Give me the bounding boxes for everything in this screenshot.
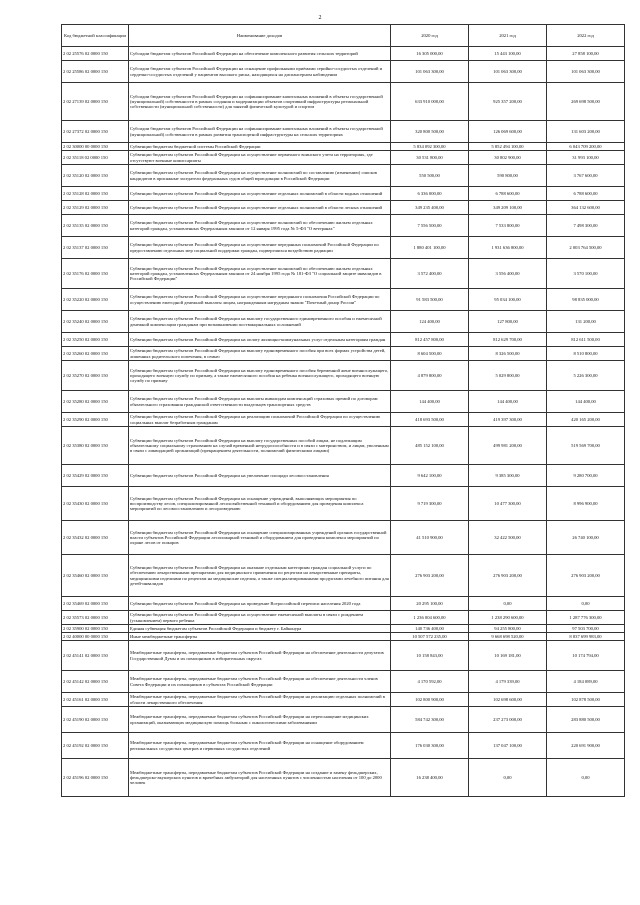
row-value-2020: 1 880 401 100,00	[391, 237, 469, 259]
row-code: 2 02 35240 02 0000 150	[62, 311, 129, 333]
row-value-2020: 550 500,00	[391, 165, 469, 187]
row-code: 2 02 35118 02 0000 150	[62, 151, 129, 165]
row-code: 2 02 45196 02 0000 150	[62, 759, 129, 797]
row-value-2021: 499 981 200,00	[469, 427, 547, 465]
table-row	[62, 289, 625, 311]
row-code: 2 02 30000 00 0000 150	[62, 143, 129, 151]
row-value-2022: 3 570 100,00	[547, 259, 625, 289]
row-name: Субвенции бюджетам субъектов Российской Федерации на реализацию полномочий Российской Федерации по осуществлению социальных выплат безработным гражданам	[129, 413, 391, 427]
row-name: Межбюджетные трансферты, передаваемые бюджетам субъектов Российской Федерации на оснащение оборудованием региональных сосудистых центров и первичных сосудистых отделений	[129, 733, 391, 759]
row-value-2022: 8 837 699 983,00	[547, 633, 625, 641]
row-value-2021: 4 179 339,00	[469, 671, 547, 693]
row-name: Межбюджетные трансферты, передаваемые бюджетам субъектов Российской Федерации на реализацию отдельных полномочий в области лекарственного обеспечения	[129, 693, 391, 707]
row-value-2020: 276 903 200,00	[391, 555, 469, 597]
row-value-2021: 95 034 100,00	[469, 289, 547, 311]
row-value-2020: 101 063 300,00	[391, 61, 469, 83]
row-name: Межбюджетные трансферты, передаваемые бюджетам субъектов Российской Федерации на обеспечение деятельности депутатов Государственной Думы и их помощников в избирательных округах	[129, 641, 391, 671]
row-value-2021: 0,00	[469, 759, 547, 797]
row-code: 2 02 45192 02 0000 150	[62, 733, 129, 759]
row-name: Межбюджетные трансферты, передаваемые бюджетам субъектов Российской Федерации на обеспечение деятельности членов Совета Федерации и их помощников в субъектах Российской Федерации	[129, 671, 391, 693]
table-row	[62, 671, 625, 693]
row-value-2022: 98 835 000,00	[547, 289, 625, 311]
header-2021: 2021 год	[469, 25, 547, 47]
row-value-2022: 276 903 200,00	[547, 555, 625, 597]
table-row	[62, 465, 625, 487]
row-value-2020: 16 305 000,00	[391, 47, 469, 61]
row-name: Субвенции бюджетам субъектов Российской Федерации на осуществление переданных полномочий Российской Федерации по предоставлению отдельных мер социальной поддержки граждан, подвергшихся воздействию радиации	[129, 237, 391, 259]
row-code: 2 02 35380 02 0000 150	[62, 427, 129, 465]
header-name: Наименование доходов	[129, 25, 391, 47]
row-name: Субсидии бюджетам субъектов Российской Федерации на обеспечение комплексного развития сельских территорий	[129, 47, 391, 61]
row-name: Субвенции бюджетам субъектов Российской Федерации на выплату единовременного пособия при всех формах устройства детей, лишенных родительского попечения, в семью	[129, 347, 391, 361]
row-value-2021: 5 029 800,00	[469, 361, 547, 391]
row-code: 2 02 35280 02 0000 150	[62, 391, 129, 413]
table-row	[62, 487, 625, 521]
row-value-2020: 1 236 004 600,00	[391, 611, 469, 625]
row-value-2021: 94 255 800,00	[469, 625, 547, 633]
row-code: 2 02 35137 02 0000 150	[62, 237, 129, 259]
table-row	[62, 333, 625, 347]
row-value-2021: 812 629 700,00	[469, 333, 547, 347]
row-value-2020: 349 235 400,00	[391, 201, 469, 215]
row-code: 2 02 35270 02 0000 150	[62, 361, 129, 391]
row-code: 2 02 35129 02 0000 150	[62, 201, 129, 215]
row-value-2020: 9 719 300,00	[391, 487, 469, 521]
table-row	[62, 707, 625, 733]
row-value-2021: 7 533 800,00	[469, 215, 547, 237]
row-value-2022: 102 878 500,00	[547, 693, 625, 707]
row-value-2020: 140 736 400,00	[391, 625, 469, 633]
row-value-2022: 519 569 700,00	[547, 427, 625, 465]
table-row	[62, 625, 625, 633]
row-value-2020: 7 556 500,00	[391, 215, 469, 237]
row-code: 2 02 40000 00 0000 150	[62, 633, 129, 641]
row-name: Субвенции бюджетам субъектов Российской Федерации на осуществление ежемесячной выплаты в связи с рождением (усыновлением) первого ребенка	[129, 611, 391, 625]
table-row	[62, 733, 625, 759]
row-name: Субсидии бюджетам субъектов Российской Федерации на софинансирование капитальных вложений в объекты государственной (муниципальной) собственности в рамках развития транспортной инфраструктуры на сельских территориях	[129, 121, 391, 143]
row-value-2021: 1 238 290 600,00	[469, 611, 547, 625]
row-code: 2 02 35430 02 0000 150	[62, 487, 129, 521]
row-name: Субвенции бюджетам бюджетной системы Российской Федерации	[129, 143, 391, 151]
row-value-2020: 584 742 300,00	[391, 707, 469, 733]
row-value-2022: 26 740 100,00	[547, 521, 625, 555]
row-value-2021: 925 357 200,00	[469, 83, 547, 121]
row-value-2022: 812 611 500,00	[547, 333, 625, 347]
row-name: Межбюджетные трансферты, передаваемые бюджетам субъектов Российской Федерации на создание и замену фельдшерских, фельдшерско-акушерских пунктов и врачебных амбулаторий для населенных пунктов с численностью населения от 100 до 2000 человек	[129, 759, 391, 797]
row-code: 2 02 35250 02 0000 150	[62, 333, 129, 347]
table-row	[62, 555, 625, 597]
row-value-2022: 5 226 300,00	[547, 361, 625, 391]
row-code: 2 02 35120 02 0000 150	[62, 165, 129, 187]
row-code: 2 02 25586 02 0000 150	[62, 61, 129, 83]
row-value-2021: 126 069 600,00	[469, 121, 547, 143]
table-row	[62, 641, 625, 671]
table-row	[62, 347, 625, 361]
table-row	[62, 259, 625, 289]
row-value-2021: 0,00	[469, 597, 547, 611]
row-code: 2 02 35135 02 0000 150	[62, 215, 129, 237]
row-value-2021: 9 385 300,00	[469, 465, 547, 487]
row-code: 2 02 35429 02 0000 150	[62, 465, 129, 487]
row-value-2022: 364 132 600,00	[547, 201, 625, 215]
row-value-2022: 131 603 200,00	[547, 121, 625, 143]
row-value-2021: 101 063 300,00	[469, 61, 547, 83]
row-value-2020: 4 170 592,00	[391, 671, 469, 693]
header-code: Код бюджетной классификации	[62, 25, 129, 47]
row-value-2022: 6 788 600,00	[547, 187, 625, 201]
row-value-2021: 1 931 636 800,00	[469, 237, 547, 259]
row-name: Субсидии бюджетам субъектов Российской Федерации на софинансирование капитальных вложений в объекты государственной (муниципальной) собственности в рамках создания и модернизации объектов спортивной инфраструктуры региональной собственности (муниципальной собственности) для занятий физической культурой и спортом	[129, 83, 391, 121]
row-value-2022: 269 698 500,00	[547, 83, 625, 121]
row-value-2020: 3 572 400,00	[391, 259, 469, 289]
row-name: Субвенции бюджетам субъектов Российской Федерации на осуществление отдельных полномочий в области лесных отношений	[129, 201, 391, 215]
row-value-2021: 102 698 600,00	[469, 693, 547, 707]
row-value-2020: 124 400,00	[391, 311, 469, 333]
table-row	[62, 413, 625, 427]
header-2022: 2022 год	[547, 25, 625, 47]
table-row	[62, 311, 625, 333]
table-row	[62, 521, 625, 555]
row-name: Субвенции бюджетам субъектов Российской Федерации на осуществление отдельных полномочий в области водных отношений	[129, 187, 391, 201]
row-value-2021: 6 788 600,00	[469, 187, 547, 201]
row-value-2022: 8 510 800,00	[547, 347, 625, 361]
row-value-2020: 6 336 000,00	[391, 187, 469, 201]
row-code: 2 02 25576 02 0000 150	[62, 47, 129, 61]
page-number: 2	[318, 15, 322, 21]
row-value-2021: 8 326 500,00	[469, 347, 547, 361]
row-value-2022: 101 063 300,00	[547, 61, 625, 83]
row-code: 2 02 35220 02 0000 150	[62, 289, 129, 311]
row-name: Субсидии бюджетам субъектов Российской Федерации на оснащение профильными приёмами серийно-сосудистых отделений и сердечно-сосудистых отделений у пациентов высокого риска, находящихся на диспансерном наблюдении	[129, 61, 391, 83]
row-code: 2 02 45190 02 0000 150	[62, 707, 129, 733]
table-row	[62, 693, 625, 707]
row-code: 2 02 27372 02 0000 150	[62, 121, 129, 143]
row-value-2021: 144 400,00	[469, 391, 547, 413]
row-name: Субвенции бюджетам субъектов Российской Федерации на выплаты инвалидам компенсаций страховых премий по договорам обязательного страхования гражданской ответственности владельцев транспортных средств	[129, 391, 391, 413]
row-value-2022: 9 280 700,00	[547, 465, 625, 487]
row-value-2022: 0,00	[547, 759, 625, 797]
row-code: 2 02 35290 02 0000 150	[62, 413, 129, 427]
row-value-2021: 5 852 494 100,00	[469, 143, 547, 151]
row-value-2020: 16 238 400,00	[391, 759, 469, 797]
row-value-2020: 320 800 500,00	[391, 121, 469, 143]
row-value-2020: 10 507 572 235,00	[391, 633, 469, 641]
table-row	[62, 633, 625, 641]
row-value-2021: 127 800,00	[469, 311, 547, 333]
row-name: Субвенции бюджетам субъектов Российской Федерации на осуществление полномочий по составлению (изменению) списков кандидатов в присяжные заседатели федеральных судов общей юрисдикции в Российской Федерации	[129, 165, 391, 187]
row-value-2020: 812 457 800,00	[391, 333, 469, 347]
row-name: Межбюджетные трансферты, передаваемые бюджетам субъектов Российской Федерации на переоснащение медицинских организаций, оказывающих медицинскую помощь больным с онкологическими заболеваниями	[129, 707, 391, 733]
row-value-2021: 9 668 698 520,00	[469, 633, 547, 641]
row-code: 2 02 35128 02 0000 150	[62, 187, 129, 201]
row-value-2021: 10 477 300,00	[469, 487, 547, 521]
row-value-2022: 220 691 900,00	[547, 733, 625, 759]
table-row	[62, 215, 625, 237]
row-code: 2 02 27139 02 0000 150	[62, 83, 129, 121]
row-code: 2 02 45142 02 0000 150	[62, 671, 129, 693]
row-name: Субвенции бюджетам субъектов Российской Федерации на оказание отдельным категориям граждан социальной услуги по обеспечению лекарственными препаратами для медицинского применения по рецептам на лекарственные препараты, медицинскими изделиями по рецептам на медицинские изделия, а также специализированными продуктами лечебного питания для детей-инвалидов	[129, 555, 391, 597]
row-code: 2 02 35176 02 0000 150	[62, 259, 129, 289]
row-value-2020: 176 030 300,00	[391, 733, 469, 759]
row-name: Иные межбюджетные трансферты	[129, 633, 391, 641]
row-value-2020: 20 295 100,00	[391, 597, 469, 611]
row-code: 2 02 45161 02 0000 150	[62, 693, 129, 707]
table-row	[62, 201, 625, 215]
row-name: Субвенции бюджетам субъектов Российской Федерации на осуществление переданного полномочия Российской Федерации по осуществлению ежегодной денежной выплаты лицам, награжденным нагрудным знаком "Почетный донор России"	[129, 289, 391, 311]
table-row	[62, 83, 625, 121]
table-row	[62, 143, 625, 151]
row-name: Субвенции бюджетам субъектов Российской Федерации на увеличение площади лесовосстановления	[129, 465, 391, 487]
row-name: Субвенции бюджетам субъектов Российской Федерации на выплату государственных пособий лицам, не подлежащим обязательному социальному страхованию на случай временной нетрудоспособности и в связи с материнством, и лицам, уволенным в связи с ликвидацией организаций (прекращением деятельности, полномочий физическими лицами)	[129, 427, 391, 465]
row-name: Субвенции бюджетам субъектов Российской Федерации на оплату жилищно-коммунальных услуг отдельным категориям граждан	[129, 333, 391, 347]
row-value-2021: 590 800,00	[469, 165, 547, 187]
row-value-2021: 3 556 400,00	[469, 259, 547, 289]
row-value-2020: 9 642 100,00	[391, 465, 469, 487]
table-row	[62, 361, 625, 391]
table-row	[62, 165, 625, 187]
table-row	[62, 237, 625, 259]
row-value-2022: 10 174 794,00	[547, 641, 625, 671]
row-name: Субвенции бюджетам субъектов Российской Федерации на осуществление полномочий по обеспечению жильем отдельных категорий граждан, установленных Федеральным законом от 12 января 1995 года № 5-ФЗ "О ветеранах"	[129, 215, 391, 237]
row-value-2022: 1 287 776 300,00	[547, 611, 625, 625]
table-row	[62, 759, 625, 797]
row-code: 2 02 35260 02 0000 150	[62, 347, 129, 361]
row-value-2020: 144 400,00	[391, 391, 469, 413]
row-value-2022: 27 858 100,00	[547, 47, 625, 61]
row-code: 2 02 35460 02 0000 150	[62, 555, 129, 597]
row-name: Субвенции бюджетам субъектов Российской Федерации на осуществление полномочий по обеспечению жильем отдельных категорий граждан, установленных Федеральным законом от 24 ноября 1995 года № 181-ФЗ "О социальной защите инвалидов в Российской Федерации"	[129, 259, 391, 289]
row-value-2020: 10 158 843,00	[391, 641, 469, 671]
row-name: Единая субвенция бюджетам субъектов Российской Федерации и бюджету г. Байконура	[129, 625, 391, 633]
row-name: Субвенции бюджетам субъектов Российской Федерации на выплату единовременного пособия беременной жене военнослужащего, проходящего военную службу по призыву, а также ежемесячного пособия на ребенка военнослужащего, проходящего военную службу по призыву	[129, 361, 391, 391]
row-value-2022: 7 498 300,00	[547, 215, 625, 237]
row-value-2021: 10 169 181,00	[469, 641, 547, 671]
row-value-2020: 418 693 500,00	[391, 413, 469, 427]
row-value-2022: 2 003 764 500,00	[547, 237, 625, 259]
row-name: Субвенции бюджетам субъектов Российской Федерации на проведение Всероссийской переписи населения 2020 года	[129, 597, 391, 611]
row-value-2022: 31 993 100,00	[547, 151, 625, 165]
row-value-2022: 8 996 900,00	[547, 487, 625, 521]
budget-revenue-table	[61, 24, 625, 797]
row-value-2020: 91 583 500,00	[391, 289, 469, 311]
row-value-2022: 144 400,00	[547, 391, 625, 413]
row-code: 2 02 35900 02 0000 150	[62, 625, 129, 633]
row-value-2021: 237 273 000,00	[469, 707, 547, 733]
row-code: 2 02 35573 02 0000 150	[62, 611, 129, 625]
row-value-2021: 32 422 500,00	[469, 521, 547, 555]
row-name: Субвенции бюджетам субъектов Российской Федерации на оснащение специализированных учреждений органов государственной власти субъектов Российской Федерации лесопожарной техникой и оборудованием для проведения комплекса мероприятий по охране лесов от пожаров	[129, 521, 391, 555]
row-value-2020: 485 152 100,00	[391, 427, 469, 465]
table-row	[62, 597, 625, 611]
row-value-2020: 41 510 900,00	[391, 521, 469, 555]
row-value-2020: 4 879 800,00	[391, 361, 469, 391]
row-value-2020: 5 834 092 300,00	[391, 143, 469, 151]
table-row	[62, 187, 625, 201]
row-value-2022: 3 767 600,00	[547, 165, 625, 187]
table-row	[62, 47, 625, 61]
row-code: 2 02 45141 02 0000 150	[62, 641, 129, 671]
row-name: Субвенции бюджетам субъектов Российской Федерации на оснащение учреждений, выполняющих мероприятия по воспроизводству лесов, специализированной лесохозяйственной техникой и оборудованием для проведения комплекса мероприятий по лесовосстановлению и лесоразведению	[129, 487, 391, 521]
row-value-2022: 6 043 709 200,00	[547, 143, 625, 151]
row-value-2021: 276 903 200,00	[469, 555, 547, 597]
row-value-2020: 633 910 000,00	[391, 83, 469, 121]
row-value-2022: 4 184 089,00	[547, 671, 625, 693]
row-value-2022: 283 880 500,00	[547, 707, 625, 733]
table-row	[62, 151, 625, 165]
table-body	[62, 47, 625, 797]
row-value-2021: 30 802 900,00	[469, 151, 547, 165]
row-value-2020: 30 531 800,00	[391, 151, 469, 165]
row-value-2022: 131 200,00	[547, 311, 625, 333]
row-value-2021: 137 047 100,00	[469, 733, 547, 759]
row-value-2020: 8 604 500,00	[391, 347, 469, 361]
row-name: Субвенции бюджетам субъектов Российской Федерации на выплату государственного единовременного пособия и ежемесячной денежной компенсации гражданам при возникновении поствакцинальных осложнений	[129, 311, 391, 333]
row-value-2020: 102 800 900,00	[391, 693, 469, 707]
row-code: 2 02 35469 02 0000 150	[62, 597, 129, 611]
table-row	[62, 121, 625, 143]
table-row	[62, 427, 625, 465]
table-row	[62, 391, 625, 413]
table-row	[62, 61, 625, 83]
row-value-2022: 0,00	[547, 597, 625, 611]
row-value-2022: 97 503 700,00	[547, 625, 625, 633]
row-name: Субвенции бюджетам субъектов Российской Федерации на осуществление первичного воинского учета на территориях, где отсутствуют военные комиссариаты	[129, 151, 391, 165]
row-value-2021: 349 209 100,00	[469, 201, 547, 215]
table-header-row	[62, 25, 625, 47]
table-row	[62, 611, 625, 625]
row-value-2021: 419 397 300,00	[469, 413, 547, 427]
row-code: 2 02 35432 02 0000 150	[62, 521, 129, 555]
row-value-2022: 420 165 200,00	[547, 413, 625, 427]
header-2020: 2020 год	[391, 25, 469, 47]
row-value-2021: 15 443 100,00	[469, 47, 547, 61]
